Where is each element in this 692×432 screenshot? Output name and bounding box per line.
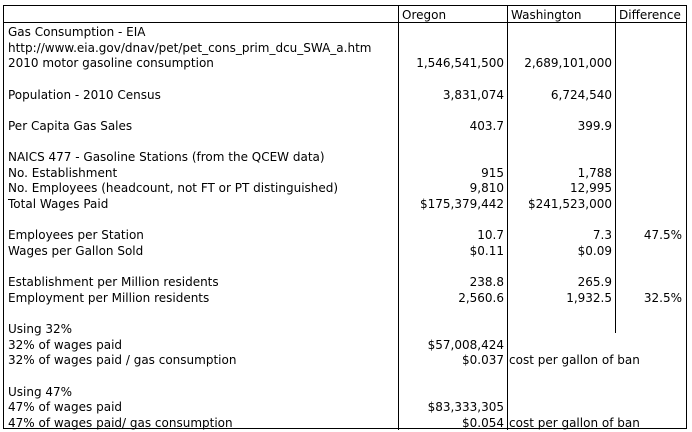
row-label: 2010 motor gasoline consumption: [8, 56, 214, 71]
cell-washington: 6,724,540: [550, 87, 612, 102]
column-divider-difference: [615, 6, 616, 333]
cell-note: cost per gallon of ban: [509, 416, 640, 430]
cell-difference: 32.5%: [643, 290, 682, 305]
row-label: Using 32%: [8, 322, 73, 337]
cell-washington: 12,995: [570, 181, 612, 196]
cell-washington: 399.9: [577, 118, 612, 133]
cell-oregon: $0.054: [462, 416, 504, 430]
header-oregon: Oregon: [402, 8, 447, 22]
cell-difference: 47.5%: [643, 228, 682, 243]
cell-oregon: 915: [481, 165, 504, 180]
row-label: 32% of wages paid: [8, 337, 123, 352]
cell-oregon: $0.037: [462, 353, 504, 368]
spreadsheet: [3, 5, 687, 429]
row-label: Per Capita Gas Sales: [8, 118, 133, 133]
cell-oregon: 2,560.6: [458, 290, 504, 305]
row-label: Wages per Gallon Sold: [8, 244, 144, 258]
cell-oregon: 3,831,074: [442, 87, 504, 102]
cell-oregon: $83,333,305: [427, 400, 504, 415]
row-label: No. Employees (headcount, not FT or PT distinguished): [8, 181, 339, 196]
cell-note: cost per gallon of ban: [509, 353, 640, 368]
row-label: Population - 2010 Census: [8, 87, 161, 102]
row-label: Gas Consumption - EIA: [8, 25, 146, 39]
cell-washington: $241,523,000: [528, 197, 612, 211]
cell-washington: 2,689,101,000: [524, 56, 612, 71]
row-label: Employees per Station: [8, 228, 144, 243]
row-label: Total Wages Paid: [8, 197, 109, 211]
cell-washington: $0.09: [577, 244, 612, 258]
cell-washington: 7.3: [592, 228, 612, 243]
row-label: Employment per Million residents: [8, 290, 210, 305]
cell-oregon: $175,379,442: [420, 197, 504, 211]
cell-oregon: $0.11: [469, 244, 504, 258]
row-label: 47% of wages paid/ gas consumption: [8, 416, 233, 430]
row-label: NAICS 477 - Gasoline Stations (from the QCEW data): [8, 150, 325, 165]
row-label: 47% of wages paid: [8, 400, 123, 415]
row-label: Using 47%: [8, 384, 73, 399]
cell-washington: 265.9: [577, 275, 612, 290]
cell-oregon: 238.8: [469, 275, 504, 290]
row-label: 32% of wages paid / gas consumption: [8, 353, 237, 368]
row-label: http://www.eia.gov/dnav/pet/pet_cons_prim_dcu_SWA_a.htm: [8, 40, 372, 55]
cell-oregon: 10.7: [477, 228, 504, 243]
cell-oregon: 9,810: [469, 181, 504, 196]
cell-oregon: 403.7: [469, 118, 504, 133]
cell-oregon: $57,008,424: [427, 337, 504, 352]
header-washington: Washington: [511, 8, 582, 22]
row-label: Establishment per Million residents: [8, 275, 219, 290]
cell-oregon: 1,546,541,500: [416, 56, 504, 71]
row-label: No. Establishment: [8, 165, 118, 180]
cell-washington: 1,788: [577, 165, 612, 180]
cell-washington: 1,932.5: [566, 290, 612, 305]
header-difference: Difference: [619, 8, 681, 22]
header-divider: [4, 22, 686, 23]
